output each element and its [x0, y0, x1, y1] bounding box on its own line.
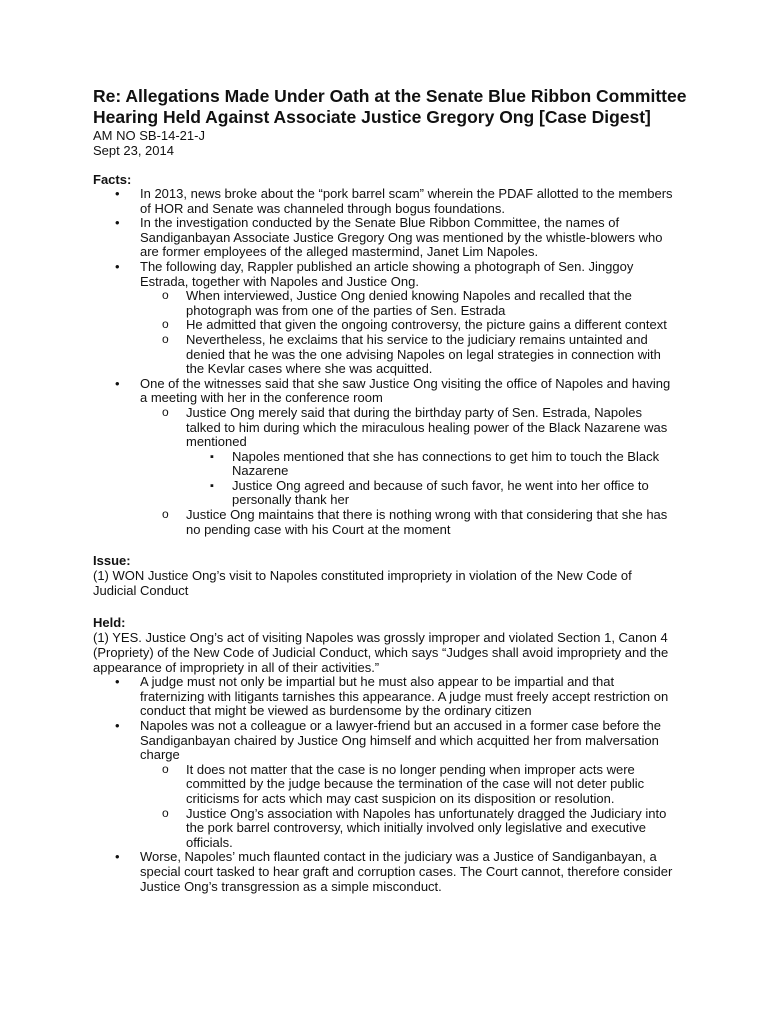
document-title: Re: Allegations Made Under Oath at the Senate Blue Ribbon Committee Hearing Held Against Associate Justice Gregory Ong [Case Digest] — [93, 86, 687, 127]
sub-bullet-text: o When interviewed, Justice Ong denied knowing Napoles and recalled that the photograph was from one of the parties of Sen. Estrada — [186, 288, 632, 318]
bullet-text: • Worse, Napoles’ much flaunted contact in the judiciary was a Justice of Sandiganbayan, a special court tasked to hear graft and corruption cases. The Court cannot, therefore consider Justice Ong’s transgression as a simple misconduct. — [140, 849, 673, 894]
sub-bullet-text: o Nevertheless, he exclaims that his service to the judiciary remains untainted and denied that he was the one advising Napoles on legal strategies in connection with the Kevlar cases where she was acquitted. — [186, 331, 661, 377]
document-date: Sept 23, 2014 — [93, 143, 174, 158]
sub-sub-list — [186, 450, 675, 508]
sub-list-item — [140, 763, 675, 807]
bullet-text: • A judge must not only be impartial but he must also appear to be impartial and that fraternizing with litigants tarnishes this appearance. A judge must freely accept restriction on conduct that might be viewed as burdensome by the ordinary citizen — [140, 674, 669, 719]
held-heading: Held: — [93, 615, 126, 631]
facts-section — [93, 172, 728, 537]
list-item — [93, 675, 675, 719]
sub-list — [140, 763, 675, 851]
facts-heading: Facts: — [93, 172, 132, 187]
sub-bullet-text: o He admitted that given the ongoing controversy, the picture gains a different context — [186, 317, 667, 333]
list-item — [93, 850, 675, 894]
issue-text: (1) WON Justice Ong’s visit to Napoles constituted impropriety in violation of the New Code of Judicial Conduct — [93, 568, 632, 599]
sub-list-item — [140, 289, 675, 318]
sub-sub-bullet-text: ▪ Justice Ong agreed and because of such favor, he went into her office to personally thank her — [232, 477, 649, 508]
sub-bullet-text: o It does not matter that the case is no longer pending when improper acts were committed by the judge because the termination of the case will not deter public criticisms for acts which may cast suspicion on its disposition or resolution. — [186, 761, 645, 806]
sub-list-item — [140, 807, 675, 851]
held-section — [93, 615, 728, 894]
bullet-text: • One of the witnesses said that she saw Justice Ong visiting the office of Napoles and having a meeting with her in the conference room — [140, 375, 671, 406]
facts-list — [93, 187, 728, 537]
issue-section — [93, 553, 728, 598]
list-item — [93, 216, 675, 260]
list-item — [93, 187, 675, 216]
bullet-text: • The following day, Rappler published an article showing a photograph of Sen. Jinggoy Estrada, together with Napoles and Justice Ong. — [140, 258, 634, 289]
sub-bullet-text: o Justice Ong merely said that during the birthday party of Sen. Estrada, Napoles talked to him during which the miraculous healing power of the Black Nazarene was mentioned — [186, 404, 668, 450]
sub-list-item — [140, 406, 675, 508]
sub-sub-list-item — [186, 450, 675, 479]
sub-bullet-text: o Justice Ong’s association with Napoles has unfortunately dragged the Judiciary into the pork barrel controversy, which initially involved only legislative and executive officials. — [186, 805, 667, 850]
held-text: (1) YES. Justice Ong’s act of visiting Napoles was grossly improper and violated Section 1, Canon 4 (Propriety) of the New Code of Judicial Conduct, which says “Judges shall avoid impropriety and the appearance of impropriety in all of their activities.” — [93, 630, 669, 676]
list-item — [93, 377, 675, 538]
sub-sub-list-item — [186, 479, 675, 508]
held-list — [93, 675, 728, 894]
bullet-text: • In the investigation conducted by the Senate Blue Ribbon Committee, the names of Sandiganbayan Associate Justice Gregory Ong was mentioned by the whistle-blowers who are former employees of the alleged mastermind, Janet Lim Napoles. — [140, 215, 663, 260]
issue-heading: Issue: — [93, 553, 131, 569]
list-item — [93, 260, 675, 377]
sub-list-item — [140, 508, 675, 537]
case-number: AM NO SB-14-21-J — [93, 128, 205, 143]
sub-list — [140, 406, 675, 537]
sub-bullet-text: o Justice Ong maintains that there is nothing wrong with that considering that she has no pending case with his Court at the moment — [186, 507, 668, 537]
list-item — [93, 719, 675, 850]
bullet-text: • Napoles was not a colleague or a lawyer-friend but an accused in a former case before the Sandiganbayan chaired by Justice Ong himself and which acquitted her from malversation charge — [140, 718, 662, 763]
sub-list — [140, 289, 675, 377]
sub-list-item — [140, 333, 675, 377]
sub-list-item — [140, 318, 675, 333]
sub-sub-bullet-text: ▪ Napoles mentioned that she has connections to get him to touch the Black Nazarene — [232, 448, 660, 479]
bullet-text: • In 2013, news broke about the “pork barrel scam” wherein the PDAF allotted to the members of HOR and Senate was channeled through bogus foundations. — [140, 186, 673, 216]
